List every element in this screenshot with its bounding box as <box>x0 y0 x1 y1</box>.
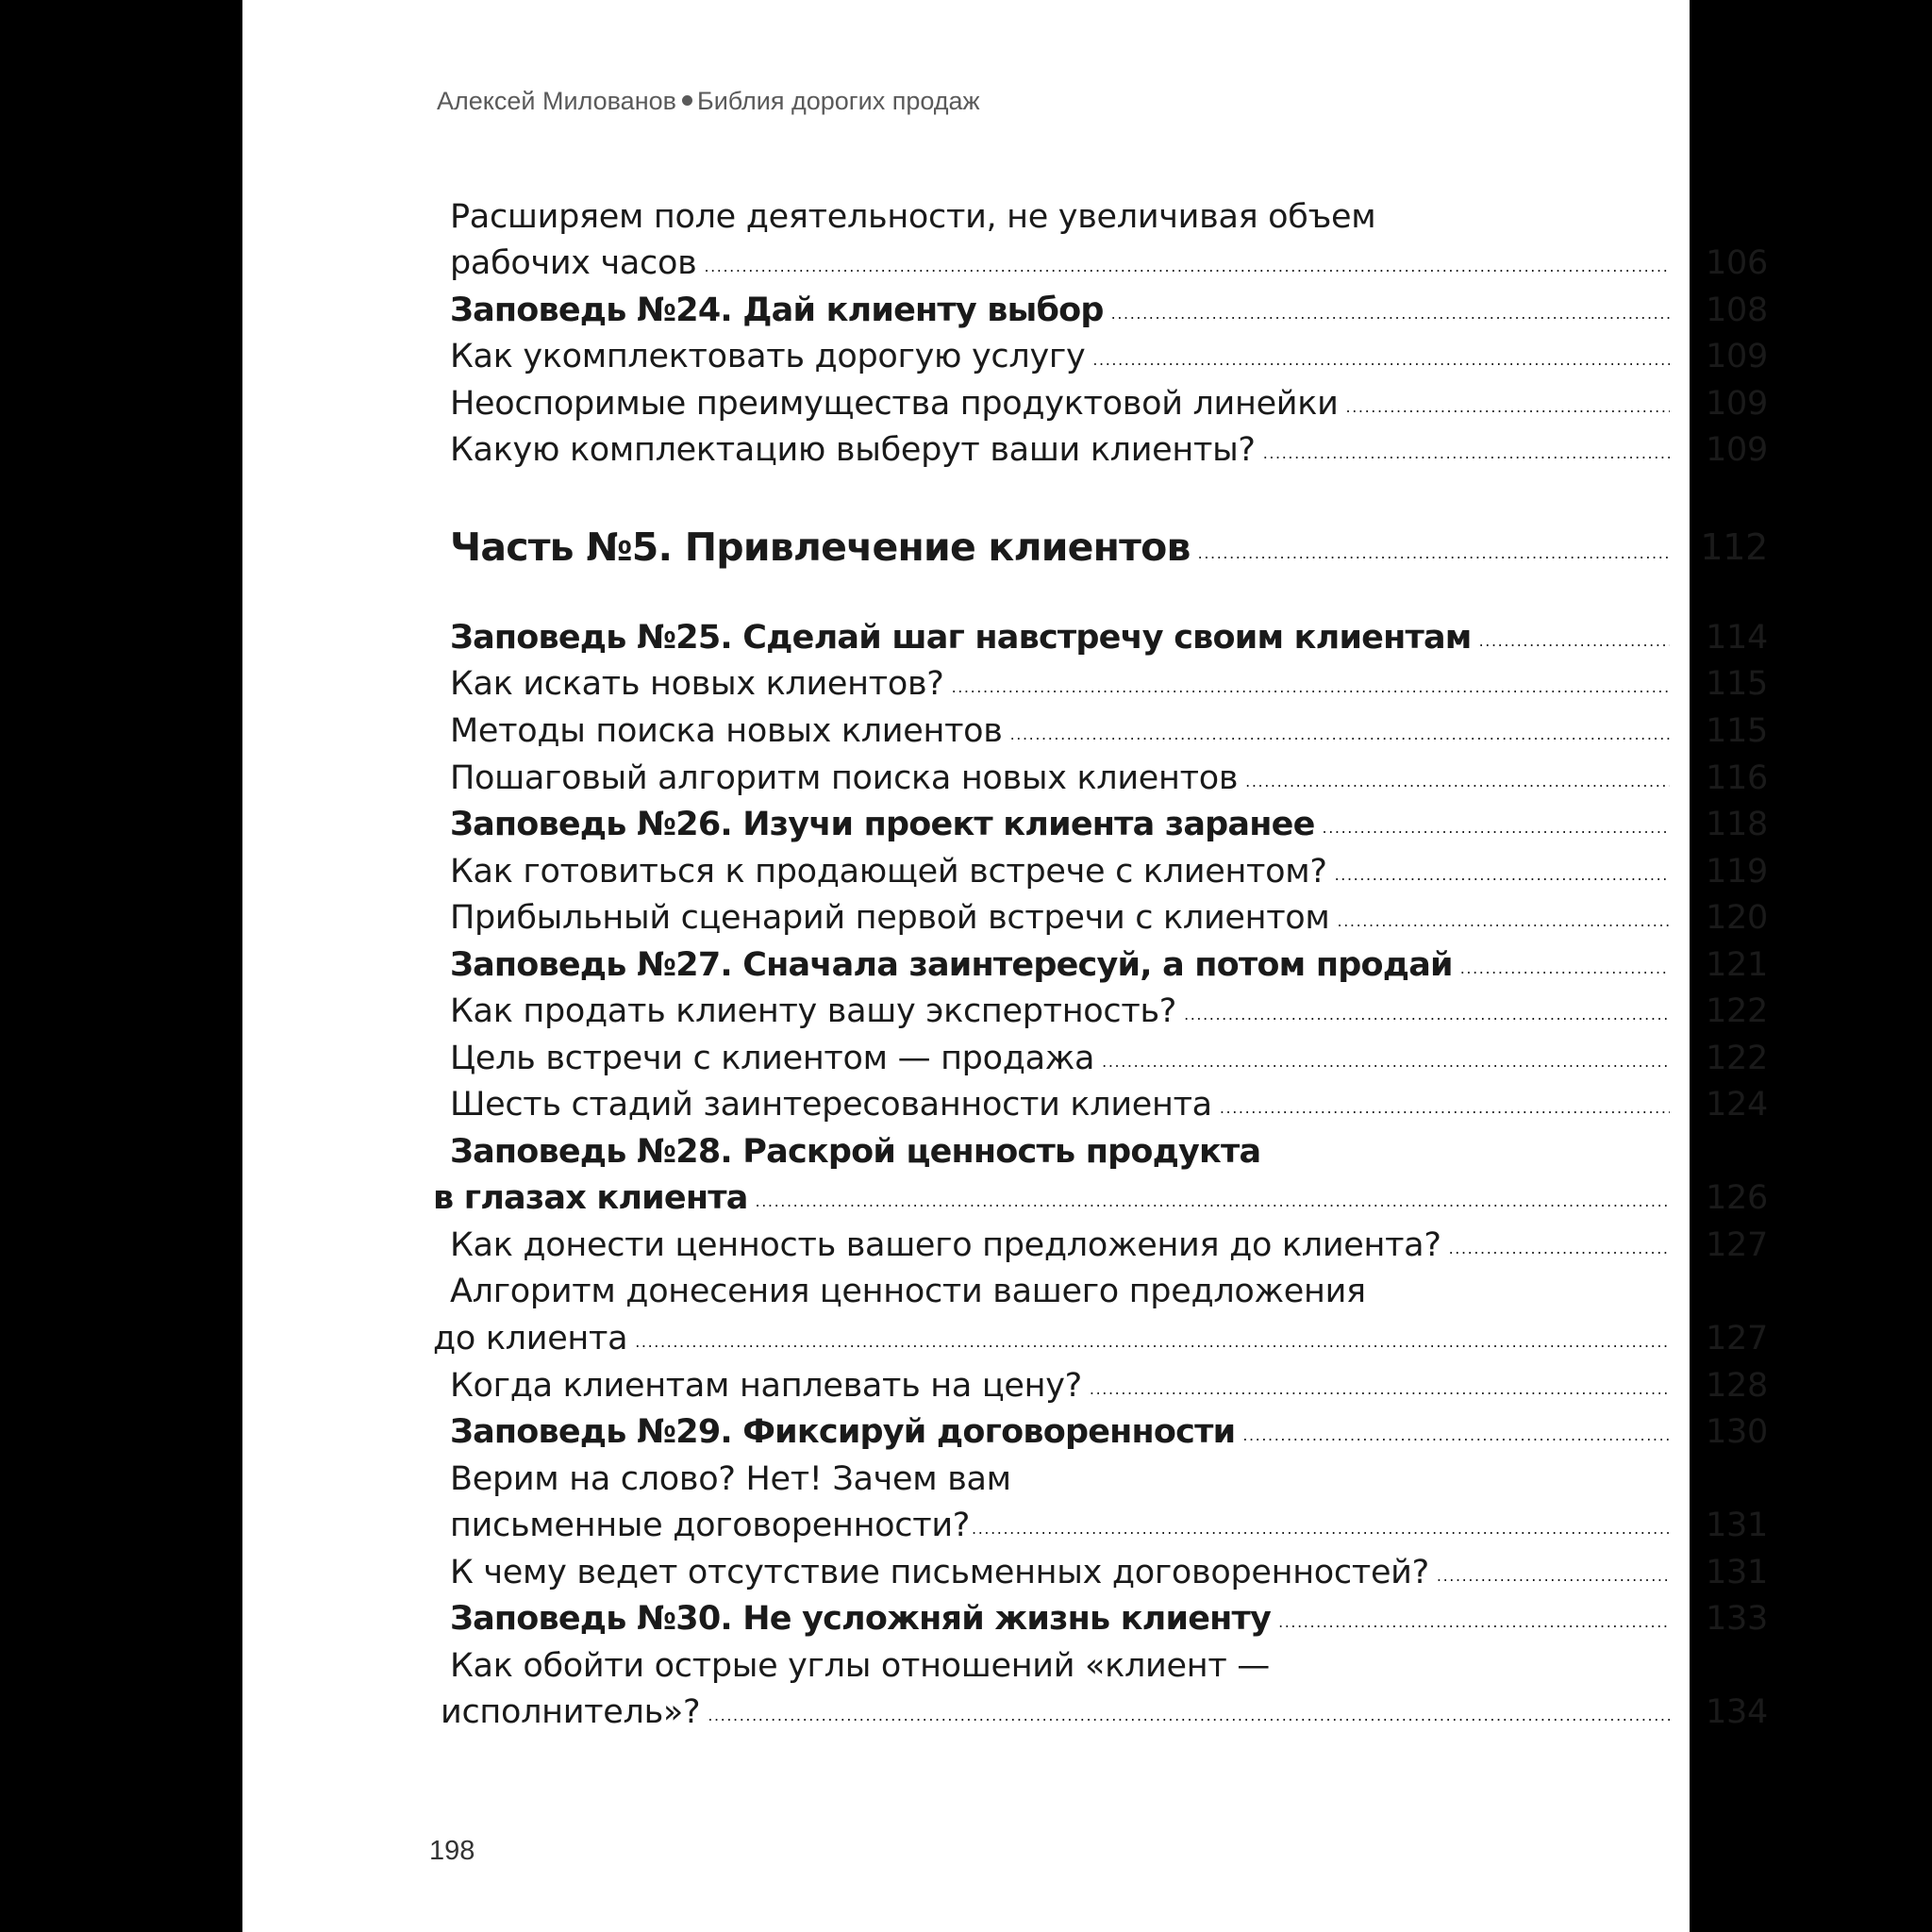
dot-leader <box>1198 530 1670 577</box>
toc-entry-title: Как искать новых клиентов? <box>450 665 944 703</box>
toc-entry-title: рабочих часов <box>450 244 697 282</box>
toc-entry-page: 106 <box>1706 244 1768 282</box>
dot-leader <box>1338 898 1670 945</box>
toc-entry-page: 114 <box>1706 619 1768 657</box>
dot-leader <box>1010 711 1670 758</box>
toc-entry-title: исполнитель»? <box>441 1693 701 1731</box>
toc-entry-first-line: Заповедь №28. Раскрой ценность продукта <box>450 1133 1261 1171</box>
dot-leader <box>756 1178 1670 1225</box>
toc-entry-title: Как донести ценность вашего предложения до клиента? <box>450 1226 1441 1264</box>
dot-leader <box>635 1319 1670 1366</box>
running-header <box>437 87 980 116</box>
dot-leader <box>1220 1085 1670 1132</box>
dot-leader <box>1111 291 1670 338</box>
dot-leader <box>1263 430 1670 477</box>
toc-entry <box>242 894 1768 941</box>
toc-entry-page: 120 <box>1706 899 1768 937</box>
toc-entry-page: 109 <box>1706 385 1768 423</box>
toc-entry-title: до клиента <box>433 1320 628 1357</box>
toc-entry-title: Прибыльный сценарий первой встречи с клиентом <box>450 899 1330 937</box>
toc-entry-page: 116 <box>1706 759 1768 797</box>
toc-entry-pre <box>242 1642 1690 1690</box>
dot-leader <box>1242 1412 1670 1459</box>
toc-entry-commandment <box>242 287 1768 334</box>
dot-leader <box>1437 1553 1670 1600</box>
toc-entry <box>242 1222 1768 1269</box>
toc-entry-page: 115 <box>1706 665 1768 703</box>
toc-entry-title: в глазах клиента <box>433 1179 748 1217</box>
toc-entry-title: Заповедь №24. Дай клиенту выбор <box>450 291 1104 329</box>
toc-entry-title: Пошаговый алгоритм поиска новых клиентов <box>450 759 1239 797</box>
toc-entry <box>242 426 1768 474</box>
toc-entry-title: Как готовиться к продающей встрече с клиентом? <box>450 853 1327 891</box>
dot-leader <box>952 664 1670 711</box>
toc-entry-commandment <box>242 941 1768 989</box>
toc-entry-title: Заповедь №26. Изучи проект клиента заранее <box>450 806 1315 843</box>
book-page <box>242 0 1768 1932</box>
toc-entry-title: К чему ведет отсутствие письменных договоренностей? <box>450 1554 1429 1591</box>
toc-entry-commandment <box>242 1174 1768 1222</box>
toc-entry-title: Цель встречи с клиентом — продажа <box>450 1040 1095 1077</box>
toc-entry-title: Как укомплектовать дорогую услугу <box>450 338 1086 375</box>
toc-entry-title: Как продать клиенту вашу экспертность? <box>450 992 1177 1030</box>
toc-entry-page: 118 <box>1706 806 1768 843</box>
toc-entry <box>242 1362 1768 1409</box>
header-author: Алексей Милованов <box>437 87 676 115</box>
toc-entry-commandment <box>242 614 1768 661</box>
toc-entry <box>242 1081 1768 1128</box>
toc-entry-pre <box>242 193 1690 241</box>
toc-entry <box>242 1549 1768 1596</box>
toc-entry-first-line: Алгоритм донесения ценности вашего предложения <box>450 1273 1366 1310</box>
dot-leader <box>1278 1599 1670 1646</box>
toc-entry-page: 112 <box>1700 526 1768 568</box>
toc-entry-title: Заповедь №25. Сделай шаг навстречу своим клиентам <box>450 619 1472 657</box>
dot-leader <box>1323 805 1670 852</box>
toc-entry-page: 108 <box>1706 291 1768 329</box>
toc-entry-page: 109 <box>1706 338 1768 375</box>
dot-leader <box>704 243 1670 291</box>
dot-leader <box>1449 1225 1670 1273</box>
dot-leader <box>1346 384 1670 431</box>
toc-entry <box>242 1315 1768 1362</box>
toc-entry-title: Неоспоримые преимущества продуктовой линейки <box>450 385 1339 423</box>
toc-entry <box>242 380 1768 427</box>
dot-leader <box>1335 852 1670 899</box>
toc-entry-title: Часть №5. Привлечение клиентов <box>450 525 1191 570</box>
toc-entry <box>242 848 1768 895</box>
toc-entry-page: 122 <box>1706 992 1768 1030</box>
toc-entry-first-line: Верим на слово? Нет! Зачем вам <box>450 1460 1011 1498</box>
dot-leader <box>1184 991 1670 1039</box>
toc-entry-page: 131 <box>1706 1507 1768 1544</box>
toc-entry-page: 127 <box>1706 1320 1768 1357</box>
toc-entry <box>242 1035 1768 1082</box>
dot-leader <box>1092 337 1670 384</box>
dot-leader <box>972 1506 1670 1553</box>
page-number: 198 <box>429 1836 475 1866</box>
toc-entry-title: Методы поиска новых клиентов <box>450 712 1003 750</box>
toc-entry-page: 121 <box>1706 946 1768 984</box>
toc-entry-title: Шесть стадий заинтересованности клиента <box>450 1086 1212 1124</box>
toc-entry <box>242 1502 1768 1549</box>
toc-entry-commandment <box>242 1408 1768 1456</box>
toc-entry <box>242 1689 1768 1736</box>
toc-entry-title: письменные договоренности? <box>450 1507 971 1544</box>
toc-entry <box>242 988 1768 1035</box>
toc-entry-title: Когда клиентам наплевать на цену? <box>450 1367 1082 1405</box>
toc-entry-title: Заповедь №30. Не усложняй жизнь клиенту <box>450 1600 1272 1638</box>
toc-entry-page: 119 <box>1706 853 1768 891</box>
toc-entry <box>242 240 1768 287</box>
toc-part-heading <box>242 521 1768 574</box>
toc-entry-page: 134 <box>1706 1693 1768 1731</box>
toc-entry-page: 127 <box>1706 1226 1768 1264</box>
toc-entry-pre <box>242 1268 1690 1315</box>
toc-entry-pre <box>242 1128 1690 1175</box>
toc-entry-page: 128 <box>1706 1367 1768 1405</box>
dot-leader <box>708 1692 1670 1740</box>
dot-leader <box>1090 1366 1670 1413</box>
toc-entry-page: 133 <box>1706 1600 1768 1638</box>
dot-leader <box>1460 945 1670 992</box>
toc-entry-page: 122 <box>1706 1040 1768 1077</box>
toc-entry-page: 131 <box>1706 1554 1768 1591</box>
dot-leader <box>1479 618 1670 665</box>
toc-entry <box>242 333 1768 380</box>
dot-leader <box>1245 758 1670 806</box>
toc-entry-page: 115 <box>1706 712 1768 750</box>
header-book-title: Библия дорогих продаж <box>696 87 980 115</box>
toc-entry-page: 109 <box>1706 431 1768 469</box>
toc-entry-commandment <box>242 801 1768 848</box>
toc-entry-page: 126 <box>1706 1179 1768 1217</box>
toc-entry-title: Заповедь №27. Сначала заинтересуй, а потом продай <box>450 946 1453 984</box>
toc-entry-page: 130 <box>1706 1413 1768 1451</box>
toc-entry <box>242 708 1768 755</box>
toc-entry-page: 124 <box>1706 1086 1768 1124</box>
toc-entry-title: Какую комплектацию выберут ваши клиенты? <box>450 431 1256 469</box>
toc-entry-title: Заповедь №29. Фиксируй договоренности <box>450 1413 1236 1451</box>
bullet-separator <box>682 95 692 106</box>
toc-entry-commandment <box>242 1595 1768 1642</box>
toc-entry-pre <box>242 1456 1690 1503</box>
toc-entry-first-line: Расширяем поле деятельности, не увеличивая объем <box>450 198 1376 236</box>
dot-leader <box>1102 1039 1670 1086</box>
toc-entry-first-line: Как обойти острые углы отношений «клиент — <box>450 1647 1270 1685</box>
toc-entry <box>242 660 1768 708</box>
toc-entry <box>242 755 1768 802</box>
